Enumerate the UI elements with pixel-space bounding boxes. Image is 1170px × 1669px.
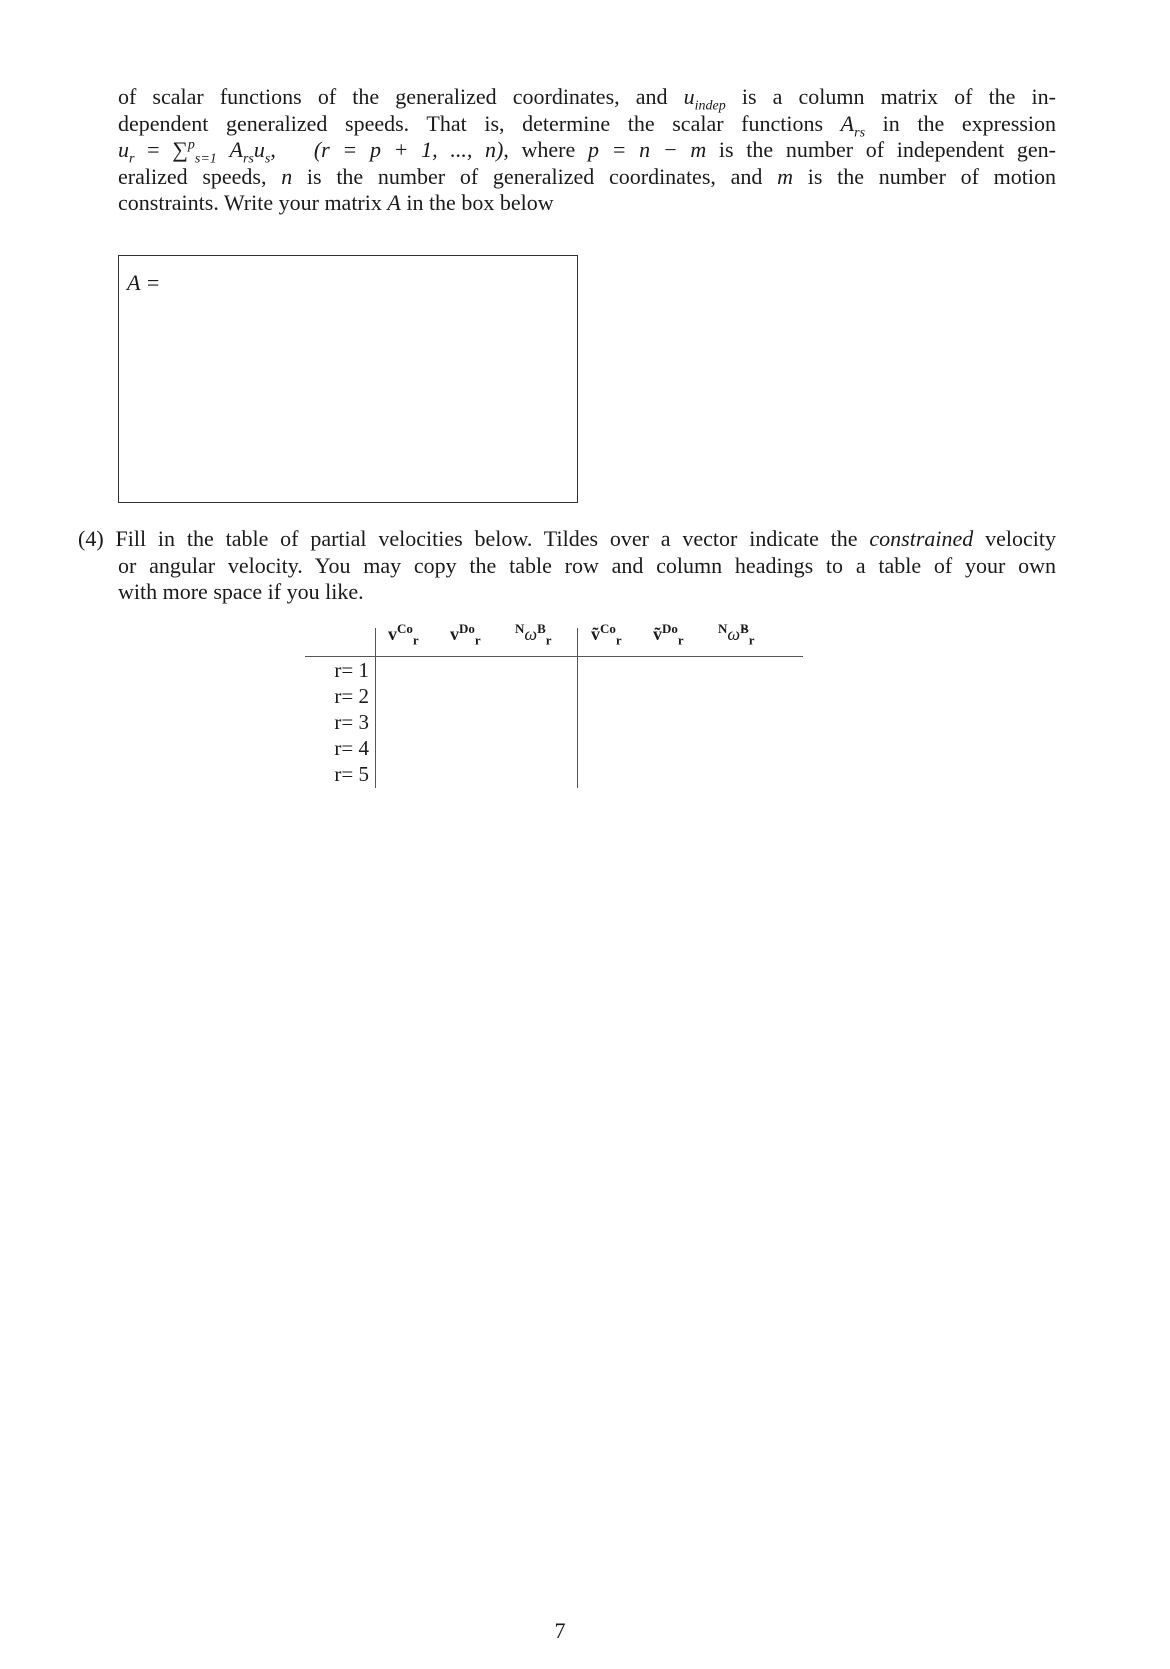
para2-line-2: or angular velocity. You may copy the table row and column headings to a table of your own [118, 552, 1056, 578]
question-number: (4) [78, 526, 104, 551]
table-header-vtilde-r-Co: ṽ$^{Co}_r$ [591, 621, 622, 648]
table-header-vtilde-r-Do: ṽ$^{Do}_r$ [653, 621, 684, 648]
para1-line-5: constraints. Write your matrix A in the box below [118, 190, 554, 215]
table-header-vr-Do: $v^{Do}_r$ [450, 621, 481, 648]
para1-line-1: of scalar functions of the generalized coordinates, and $u_{indep}$ is a column matrix of the in- [118, 84, 1056, 114]
table-row-label: r= 2 [334, 684, 369, 708]
table-row-label: r= 5 [334, 762, 369, 786]
table-row-label: r= 4 [334, 736, 369, 760]
para1-line-3: $u_r = \sum^p_{s=1}$ $A_{rs}u_s$, (r = p + 1, ..., n), where p = n − m is the number of independent gen- [118, 137, 1057, 167]
paragraph-partial-velocities [78, 526, 1056, 606]
para2-line-3: with more space if you like. [118, 579, 364, 604]
matrix-answer-label: A = [127, 270, 161, 295]
paragraph-matrix-instructions [118, 84, 1056, 217]
para2-line-1: (4) Fill in the table of partial velocities below. Tildes over a vector indicate the constrained velocity [78, 526, 1057, 551]
table-header-rule [305, 656, 803, 657]
para1-line-4: eralized speeds, n is the number of generalized coordinates, and m is the number of motion [118, 163, 1057, 189]
table-header-omegatilde-r-B: $^N$ω̃$^B_r$ [718, 621, 755, 648]
partial-velocity-table[interactable] [305, 621, 805, 792]
table-header-vr-Co: $v^{Co}_r$ [388, 621, 419, 648]
table-header-omega-r-B: $^N\omega^B_r$ [515, 621, 552, 648]
page-number: 7 [554, 1618, 566, 1643]
table-row-label: r= 1 [334, 658, 369, 682]
table-group-divider [577, 628, 578, 788]
table-row-label-divider [375, 628, 376, 788]
para1-line-2: dependent generalized speeds. That is, determine the scalar functions $A_{rs}$ in the expression [118, 110, 1056, 140]
matrix-answer-box[interactable] [118, 255, 578, 503]
table-row-label: r= 3 [334, 710, 369, 734]
